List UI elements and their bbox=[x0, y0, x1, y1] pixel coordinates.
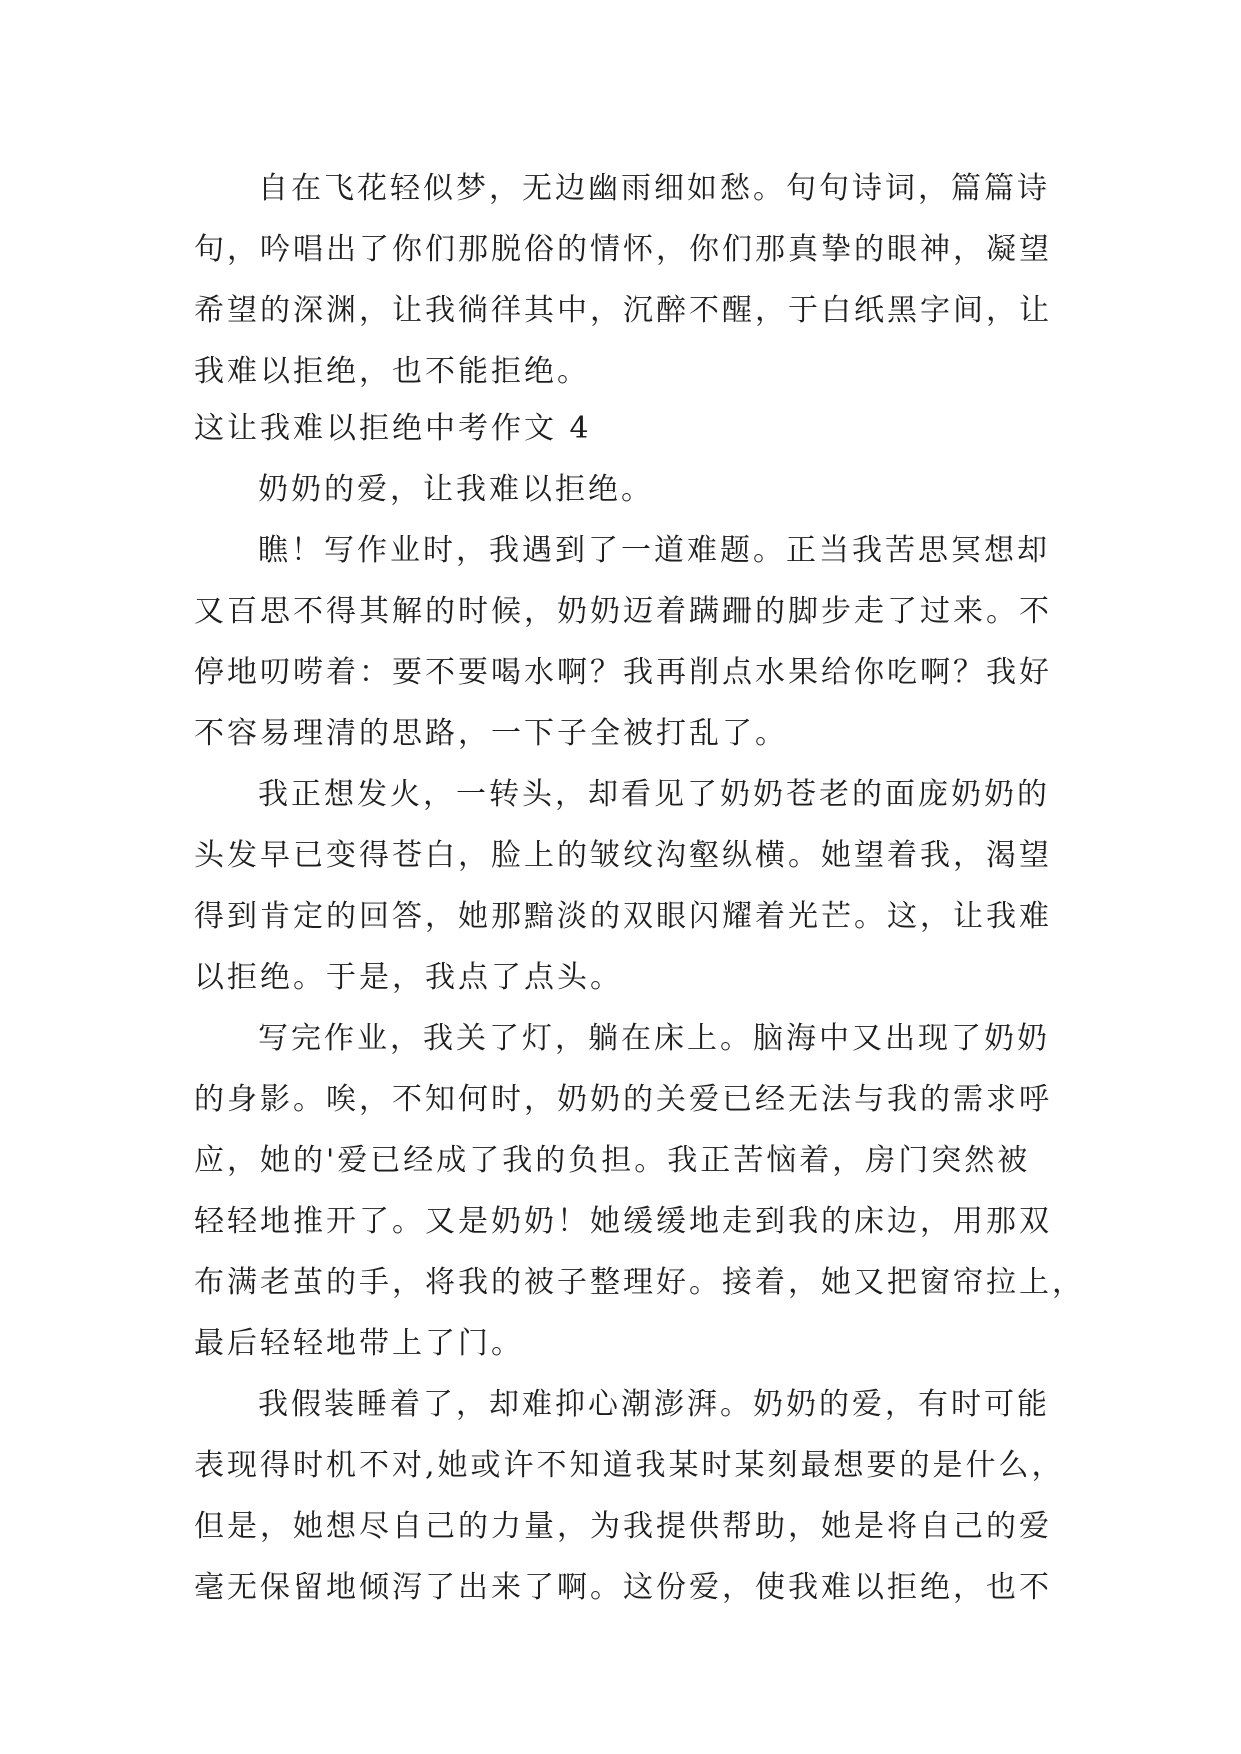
text-line: 应，她的'爱已经成了我的负担。我正苦恼着，房门突然被 bbox=[194, 1143, 1031, 1178]
text-line: 停地叨唠着：要不要喝水啊？我再削点水果给你吃啊？我好 bbox=[194, 655, 1052, 690]
text-line: 写完作业，我关了灯，躺在床上。脑海中又出现了奶奶 bbox=[258, 1021, 1050, 1056]
paragraph-homework bbox=[194, 520, 1074, 764]
text-line: 毫无保留地倾泻了出来了啊。这份爱，使我难以拒绝，也不 bbox=[194, 1570, 1052, 1605]
paragraph-poetry bbox=[194, 158, 1074, 402]
paragraph-grandma-face bbox=[194, 764, 1074, 1008]
text-line: 头发早已变得苍白，脸上的皱纹沟壑纵横。她望着我，渴望 bbox=[194, 838, 1052, 873]
text-line: 最后轻轻地带上了门。 bbox=[194, 1326, 524, 1361]
text-line: 布满老茧的手，将我的被子整理好。接着，她又把窗帘拉上， bbox=[194, 1265, 1085, 1300]
text-line: 的身影。唉，不知何时，奶奶的关爱已经无法与我的需求呼 bbox=[194, 1082, 1052, 1117]
text-line: 我假装睡着了，却难抑心潮澎湃。奶奶的爱，有时可能 bbox=[258, 1387, 1050, 1422]
document-body bbox=[194, 158, 1085, 1618]
paragraph-intro bbox=[194, 459, 1074, 520]
paragraph-reflection bbox=[194, 1374, 1074, 1618]
text-line: 得到肯定的回答，她那黯淡的双眼闪耀着光芒。这，让我难 bbox=[194, 899, 1052, 934]
text-line: 奶奶的爱，让我难以拒绝。 bbox=[258, 472, 654, 507]
text-line: 表现得时机不对,她或许不知道我某时某刻最想要的是什么， bbox=[194, 1448, 1065, 1483]
text-line: 我难以拒绝，也不能拒绝。 bbox=[194, 354, 590, 389]
text-line: 希望的深渊，让我徜徉其中，沉醉不醒，于白纸黑字间，让 bbox=[194, 293, 1052, 328]
text-line: 不容易理清的思路，一下子全被打乱了。 bbox=[194, 716, 788, 751]
text-line: 又百思不得其解的时候，奶奶迈着蹒跚的脚步走了过来。不 bbox=[194, 594, 1052, 629]
text-line: 但是，她想尽自己的力量，为我提供帮助，她是将自己的爱 bbox=[194, 1509, 1052, 1544]
text-line: 自在飞花轻似梦，无边幽雨细如愁。句句诗词，篇篇诗 bbox=[258, 171, 1050, 206]
paragraph-bedtime bbox=[194, 1008, 1085, 1374]
text-line: 我正想发火，一转头，却看见了奶奶苍老的面庞奶奶的 bbox=[258, 777, 1050, 812]
text-line: 以拒绝。于是，我点了点头。 bbox=[194, 960, 623, 995]
essay-heading: 这让我难以拒绝中考作文 4 bbox=[194, 411, 592, 446]
text-line: 瞧！写作业时，我遇到了一道难题。正当我苦思冥想却 bbox=[258, 533, 1050, 568]
text-line: 轻轻地推开了。又是奶奶！她缓缓地走到我的床边，用那双 bbox=[194, 1204, 1052, 1239]
text-line: 句，吟唱出了你们那脱俗的情怀，你们那真挚的眼神，凝望 bbox=[194, 232, 1052, 267]
